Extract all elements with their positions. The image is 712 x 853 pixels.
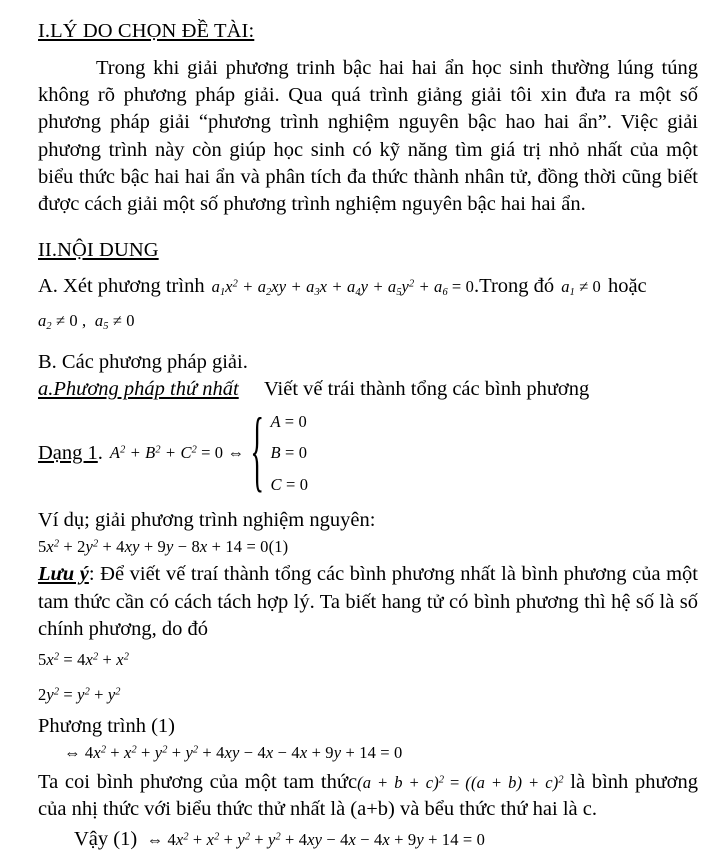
curly-brace-icon: {: [250, 401, 265, 503]
spacer: [38, 263, 698, 273]
system-equations: [271, 406, 309, 502]
section-2a-row: [38, 273, 698, 300]
system-equation-row: B = 0: [270, 443, 308, 463]
system-equation-row: C = 0: [270, 475, 309, 495]
section-2b-lead: B. Các phương pháp giải.: [38, 350, 248, 373]
note-label: Lưu ý: [38, 563, 89, 586]
section-2-heading: II.NỘI DUNG: [38, 238, 159, 261]
section-1-paragraph: Trong khi giải phương trinh bậc hai hai ẩn học sinh thường lúng túng không rõ phương pháp giải. Qua quá trình giảng giải tôi xin đưa ra một số phương pháp giải “phương trình nghiệm nguyên bậc hao hai ẩn”. Việc giải phương trình này còn giúp học sinh có kỹ năng tìm giá trị nhỏ nhất của một biểu thức bậc hai hai ẩn và phân tích đa thức thành nhân tử, đồng thời cũng biết được cách giải một số phương trình nghiệm nguyên bậc hai hai ẩn.: [38, 56, 698, 216]
trinomial-paragraph: [38, 769, 698, 824]
equation-reference-line: Phương trình (1): [38, 714, 175, 737]
section-2a-condition-1: $a_1 \ne 0$: [561, 277, 601, 299]
system-brace-group: [248, 401, 309, 503]
derivation-2: $2y^2 = y^2 + y^2$: [38, 685, 121, 705]
equation-expanded: ⇔ $4x^2 + x^2 + y^2 + y^2 + 4xy - 4x - 4x + 9y + 14 = 0$: [64, 743, 403, 763]
note-paragraph: [38, 561, 698, 643]
trinomial-equation: $(a + b + c)^2 = ((a + b) + c)^2$: [357, 773, 564, 793]
dang-1-label: Dạng 1.: [38, 441, 103, 464]
spacer: [38, 335, 698, 349]
system-equation-row: A = 0: [270, 411, 307, 431]
trinomial-text-2: là bình phương của nhị thức với biểu thức thử nhất là (a+b) và bểu thức thứ hai là c.: [38, 771, 698, 821]
trinomial-text-1: Ta coi bình phương của một tam thức: [38, 771, 358, 794]
section-2a-condition-2: $a_2 \ne 0$ , $a_5 \ne 0$: [38, 310, 135, 332]
section-2a-after: .Trong đó: [474, 275, 555, 298]
method-a-description: Viết vế trái thành tổng các bình phương: [263, 378, 590, 401]
method-a-row: [38, 376, 698, 403]
method-a-title: a.Phương pháp thứ nhất: [38, 378, 239, 401]
section-2a-conjunction: hoặc: [607, 275, 647, 298]
document-content: [38, 18, 698, 853]
section-2a-equation: $a_1x^2 + a_2xy + a_3x + a_4y + a_5y^2 + a_6 = 0$: [211, 277, 475, 299]
note-text: : Để viết vế traí thành tổng các bình phương nhất là bình phương của một tam thức cần có cách tách hợp lý. Ta biết hang tử có bình phương thì hệ số là số chính phương, do đó: [38, 563, 699, 640]
conclusion-label: Vậy (1): [74, 827, 138, 850]
section-1-heading: I.LÝ DO CHỌN ĐỀ TÀI:: [38, 20, 255, 42]
dang-1-equation: $A^2 + B^2 + C^2 = 0$ ⇔: [109, 443, 245, 463]
conclusion-equation: ⇔ $4x^2 + x^2 + y^2 + y^2 + 4xy - 4x - 4x + 9y + 14 = 0$: [146, 829, 486, 849]
dang-1-block: [38, 401, 698, 503]
example-lead: Ví dụ; giải phương trình nghiệm nguyên:: [38, 509, 376, 532]
conclusion-row: [38, 826, 698, 853]
example-equation: $5x^2 + 2y^2 + 4xy + 9y - 8x + 14 = 0(1)$: [38, 537, 289, 557]
section-2a-lead: A. Xét phương trình: [38, 275, 205, 298]
derivation-1: $5x^2 = 4x^2 + x^2$: [38, 650, 129, 670]
